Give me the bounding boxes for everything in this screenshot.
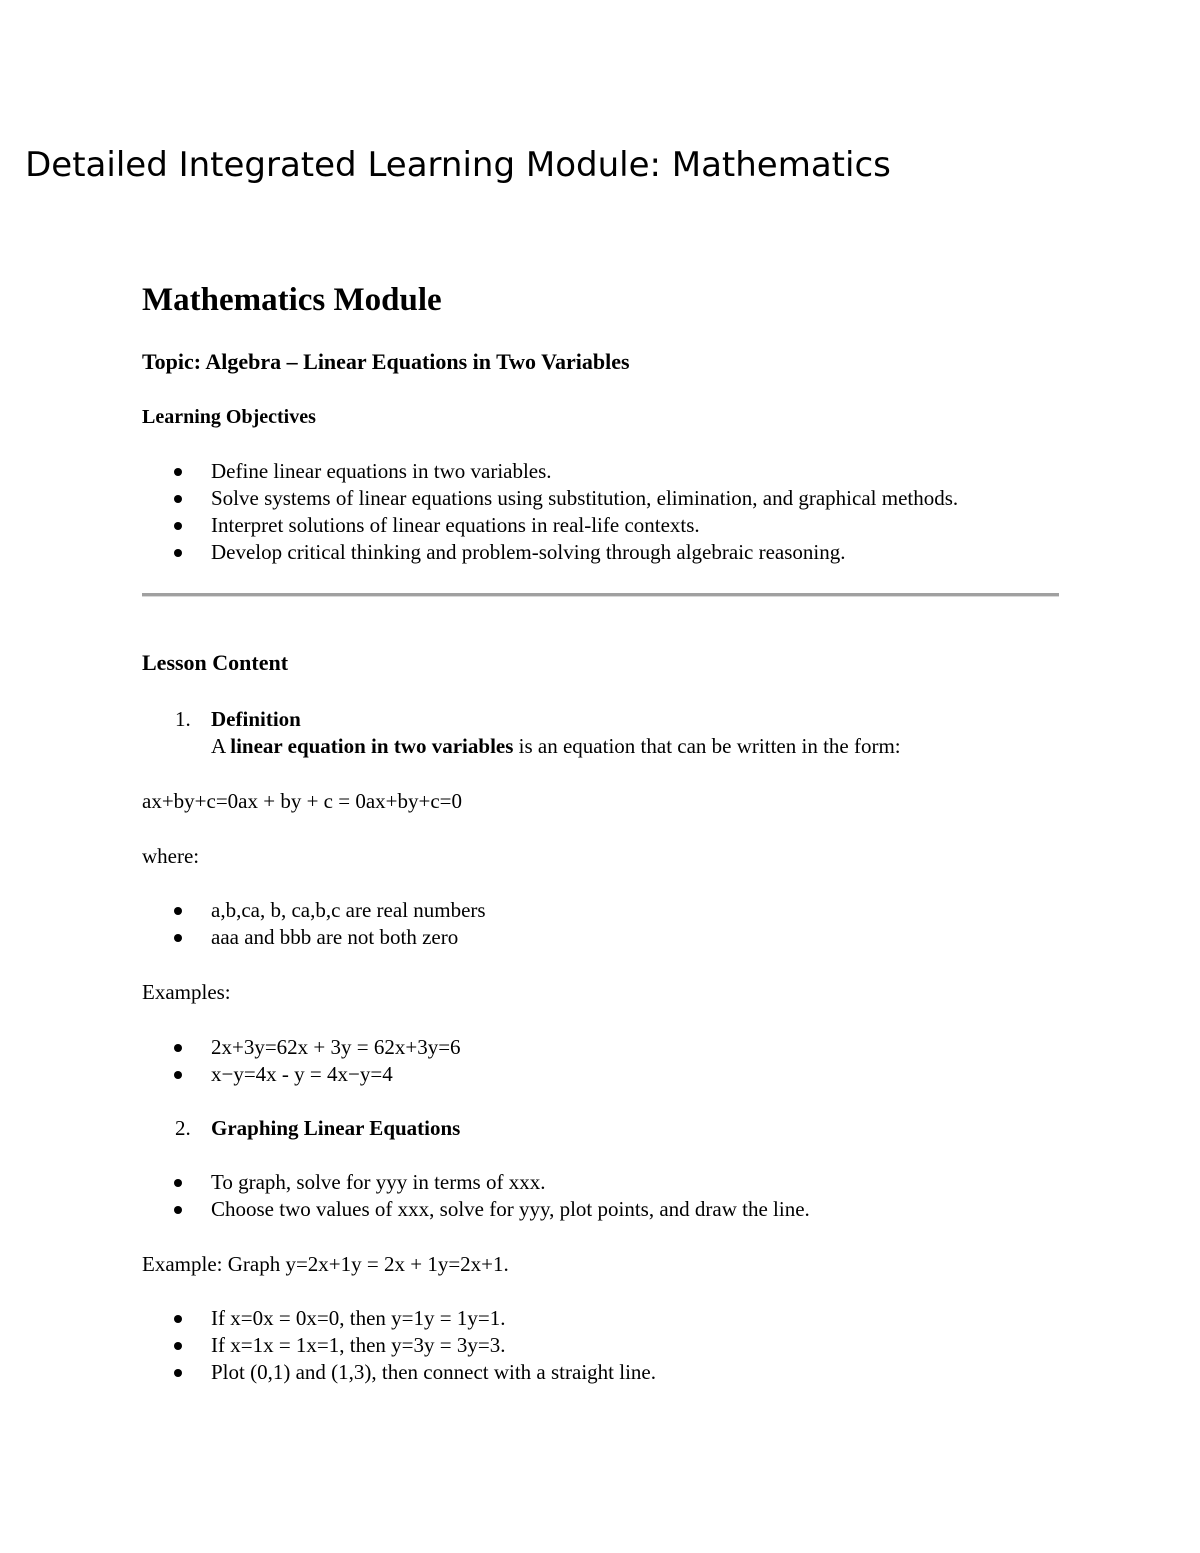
objectives-list: [142, 458, 958, 566]
list-item: If x=0x = 0x=0, then y=1y = 1y=1.: [142, 1305, 656, 1332]
bullet-icon: [174, 1179, 182, 1187]
list-item: Develop critical thinking and problem-solving through algebraic reasoning.: [142, 539, 958, 566]
topic-heading: Topic: Algebra – Linear Equations in Two Variables: [142, 349, 630, 374]
list-item: Choose two values of xxx, solve for yyy, plot points, and draw the line.: [142, 1196, 810, 1223]
list-item: aaa and bbb are not both zero: [142, 924, 486, 951]
bullet-icon: [174, 907, 182, 915]
general-form-formula: ax+by+c=0ax + by + c = 0ax+by+c=0: [142, 789, 463, 813]
bullet-icon: [174, 468, 182, 476]
where-label: where:: [142, 844, 200, 868]
graphing-steps-list: [142, 1169, 810, 1223]
list-item: If x=1x = 1x=1, then y=3y = 3y=3.: [142, 1332, 656, 1359]
bullet-icon: [174, 495, 182, 503]
examples-list: [142, 1034, 461, 1088]
list-item: Solve systems of linear equations using substitution, elimination, and graphical methods.: [142, 485, 958, 512]
definition-text: A linear equation in two variables is an equation that can be written in the form:: [211, 734, 901, 758]
list-item: Plot (0,1) and (1,3), then connect with a straight line.: [142, 1359, 656, 1386]
horizontal-divider: [142, 593, 1059, 597]
document-title: Detailed Integrated Learning Module: Mathematics: [25, 145, 891, 185]
lesson-content-heading: Lesson Content: [142, 650, 289, 675]
bullet-icon: [174, 549, 182, 557]
bullet-icon: [174, 1206, 182, 1214]
examples-label: Examples:: [142, 980, 231, 1004]
example-points-list: [142, 1305, 656, 1386]
bullet-icon: [174, 934, 182, 942]
graph-example-line: Example: Graph y=2x+1y = 2x + 1y=2x+1.: [142, 1252, 509, 1276]
section-number: 1.: [175, 707, 191, 731]
section-title: Definition: [211, 707, 301, 731]
list-item: To graph, solve for yyy in terms of xxx.: [142, 1169, 810, 1196]
list-item: Define linear equations in two variables.: [142, 458, 958, 485]
bullet-icon: [174, 1369, 182, 1377]
module-heading: Mathematics Module: [142, 282, 442, 318]
conditions-list: [142, 897, 486, 951]
objectives-heading: Learning Objectives: [142, 406, 316, 428]
bullet-icon: [174, 522, 182, 530]
list-item: x−y=4x - y = 4x−y=4: [142, 1061, 461, 1088]
list-item: 2x+3y=62x + 3y = 62x+3y=6: [142, 1034, 461, 1061]
bullet-icon: [174, 1315, 182, 1323]
bullet-icon: [174, 1071, 182, 1079]
list-item: Interpret solutions of linear equations in real-life contexts.: [142, 512, 958, 539]
section-title: Graphing Linear Equations: [211, 1116, 461, 1140]
list-item: a,b,ca, b, ca,b,c are real numbers: [142, 897, 486, 924]
bullet-icon: [174, 1342, 182, 1350]
section-number: 2.: [175, 1116, 191, 1140]
bullet-icon: [174, 1044, 182, 1052]
